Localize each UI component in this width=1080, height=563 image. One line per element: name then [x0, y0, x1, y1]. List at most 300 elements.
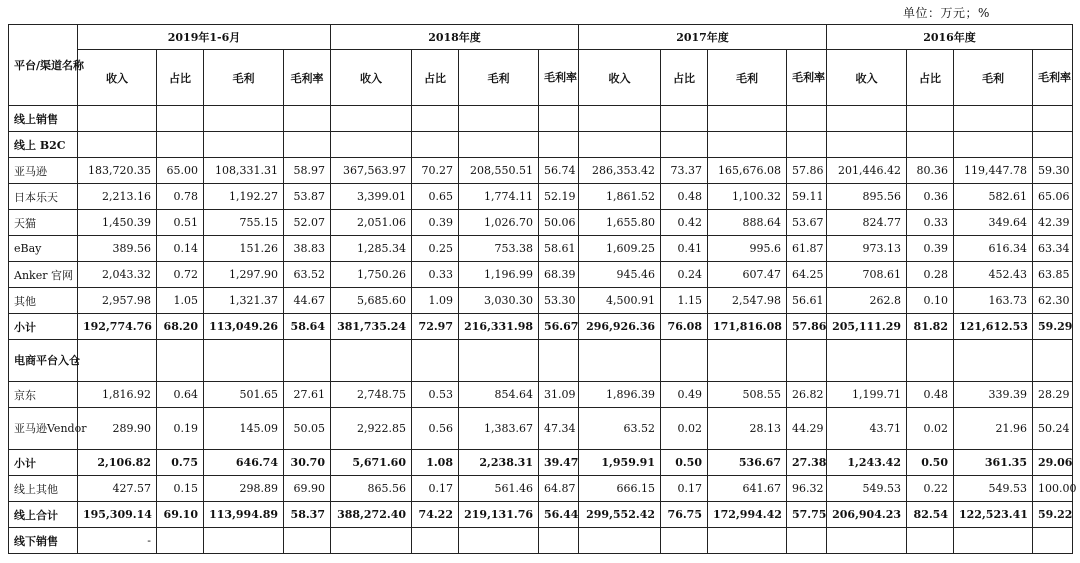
unit-note: 单位：万元；%: [903, 6, 990, 20]
value-cell: 74.22: [412, 502, 459, 528]
value-cell: [539, 340, 579, 382]
value-cell: 2,043.32: [78, 262, 157, 288]
value-cell: 1,285.34: [331, 236, 412, 262]
value-cell: 29.06: [1033, 450, 1073, 476]
value-cell: 0.48: [661, 184, 708, 210]
value-cell: 666.15: [579, 476, 661, 502]
value-cell: 64.87: [539, 476, 579, 502]
value-cell: 1,199.71: [827, 382, 907, 408]
value-cell: 171,816.08: [708, 314, 787, 340]
value-cell: 895.56: [827, 184, 907, 210]
value-cell: 1.05: [157, 288, 204, 314]
col-gross-profit: 毛利: [204, 50, 284, 106]
value-cell: 501.65: [204, 382, 284, 408]
value-cell: 0.53: [412, 382, 459, 408]
value-cell: -: [78, 528, 157, 554]
value-cell: [954, 528, 1033, 554]
section-row: [9, 132, 1073, 158]
value-cell: 427.57: [78, 476, 157, 502]
value-cell: 192,774.76: [78, 314, 157, 340]
value-cell: 163.73: [954, 288, 1033, 314]
value-cell: 73.37: [661, 158, 708, 184]
channel-name: 日本乐天: [9, 184, 78, 210]
value-cell: 0.15: [157, 476, 204, 502]
value-cell: [331, 340, 412, 382]
value-cell: [1033, 528, 1073, 554]
value-cell: [954, 106, 1033, 132]
value-cell: [157, 132, 204, 158]
value-cell: [708, 132, 787, 158]
value-cell: [708, 528, 787, 554]
value-cell: 1.08: [412, 450, 459, 476]
value-cell: 72.97: [412, 314, 459, 340]
subtotal-row: [9, 450, 1073, 476]
value-cell: 5,685.60: [331, 288, 412, 314]
value-cell: 0.78: [157, 184, 204, 210]
value-cell: 452.43: [954, 262, 1033, 288]
channel-name: 电商平台入仓: [9, 340, 78, 382]
value-cell: 59.30: [1033, 158, 1073, 184]
col-share: 占比: [412, 50, 459, 106]
value-cell: 27.61: [284, 382, 331, 408]
value-cell: 708.61: [827, 262, 907, 288]
value-cell: [579, 340, 661, 382]
col-revenue: 收入: [579, 50, 661, 106]
value-cell: [204, 106, 284, 132]
channel-name: 线下销售: [9, 528, 78, 554]
value-cell: 63.34: [1033, 236, 1073, 262]
value-cell: 2,213.16: [78, 184, 157, 210]
channel-name: 线上销售: [9, 106, 78, 132]
value-cell: [459, 132, 539, 158]
value-cell: 183,720.35: [78, 158, 157, 184]
value-cell: 753.38: [459, 236, 539, 262]
value-cell: 0.33: [907, 210, 954, 236]
value-cell: 1.09: [412, 288, 459, 314]
value-cell: 68.20: [157, 314, 204, 340]
value-cell: 0.02: [907, 408, 954, 450]
value-cell: 28.13: [708, 408, 787, 450]
value-cell: 1,100.32: [708, 184, 787, 210]
value-cell: 0.64: [157, 382, 204, 408]
period-header: 2018年度: [331, 25, 579, 50]
value-cell: 0.25: [412, 236, 459, 262]
value-cell: 59.22: [1033, 502, 1073, 528]
value-cell: 61.87: [787, 236, 827, 262]
value-cell: 0.19: [157, 408, 204, 450]
value-cell: [954, 132, 1033, 158]
value-cell: 0.56: [412, 408, 459, 450]
value-cell: 755.15: [204, 210, 284, 236]
value-cell: [787, 340, 827, 382]
value-cell: 0.17: [661, 476, 708, 502]
value-cell: 3,030.30: [459, 288, 539, 314]
value-cell: 1,774.11: [459, 184, 539, 210]
value-cell: 59.11: [787, 184, 827, 210]
financial-table: [8, 24, 1077, 554]
value-cell: 65.06: [1033, 184, 1073, 210]
value-cell: 1,750.26: [331, 262, 412, 288]
value-cell: [661, 528, 708, 554]
value-cell: 388,272.40: [331, 502, 412, 528]
value-cell: 113,994.89: [204, 502, 284, 528]
value-cell: 995.6: [708, 236, 787, 262]
value-cell: 339.39: [954, 382, 1033, 408]
channel-name: 亚马逊: [9, 158, 78, 184]
table-row: [9, 288, 1073, 314]
value-cell: 30.70: [284, 450, 331, 476]
value-cell: 47.34: [539, 408, 579, 450]
value-cell: 0.02: [661, 408, 708, 450]
value-cell: 165,676.08: [708, 158, 787, 184]
value-cell: [412, 132, 459, 158]
value-cell: [954, 340, 1033, 382]
section-row: [9, 340, 1073, 382]
value-cell: [661, 340, 708, 382]
value-cell: 1,959.91: [579, 450, 661, 476]
value-cell: 2,748.75: [331, 382, 412, 408]
col-gross-margin: 毛利率: [787, 50, 827, 106]
period-header: 2019年1-6月: [78, 25, 331, 50]
value-cell: [661, 106, 708, 132]
value-cell: 0.24: [661, 262, 708, 288]
value-cell: [284, 340, 331, 382]
value-cell: 1.15: [661, 288, 708, 314]
value-cell: 1,896.39: [579, 382, 661, 408]
value-cell: 508.55: [708, 382, 787, 408]
table-body: [9, 106, 1077, 554]
value-cell: 44.67: [284, 288, 331, 314]
col-share: 占比: [661, 50, 708, 106]
value-cell: 286,353.42: [579, 158, 661, 184]
col-revenue: 收入: [331, 50, 412, 106]
value-cell: 195,309.14: [78, 502, 157, 528]
value-cell: 58.37: [284, 502, 331, 528]
col-revenue: 收入: [78, 50, 157, 106]
value-cell: 38.83: [284, 236, 331, 262]
value-cell: 549.53: [954, 476, 1033, 502]
table-row: [9, 476, 1073, 502]
value-cell: 0.48: [907, 382, 954, 408]
channel-name: 亚马逊Vendor: [9, 408, 78, 450]
value-cell: 27.38: [787, 450, 827, 476]
value-cell: 865.56: [331, 476, 412, 502]
value-cell: [907, 340, 954, 382]
value-cell: [787, 106, 827, 132]
value-cell: 945.46: [579, 262, 661, 288]
value-cell: 1,609.25: [579, 236, 661, 262]
period-header: 2017年度: [579, 25, 827, 50]
channel-name: 小计: [9, 450, 78, 476]
col-share: 占比: [157, 50, 204, 106]
value-cell: 69.10: [157, 502, 204, 528]
value-cell: 0.10: [907, 288, 954, 314]
value-cell: 70.27: [412, 158, 459, 184]
value-cell: 44.29: [787, 408, 827, 450]
value-cell: 2,922.85: [331, 408, 412, 450]
value-cell: [204, 132, 284, 158]
value-cell: [412, 340, 459, 382]
value-cell: 68.39: [539, 262, 579, 288]
value-cell: 824.77: [827, 210, 907, 236]
value-cell: 1,816.92: [78, 382, 157, 408]
value-cell: 81.82: [907, 314, 954, 340]
section-row: [9, 528, 1073, 554]
value-cell: 2,051.06: [331, 210, 412, 236]
col-gross-profit: 毛利: [708, 50, 787, 106]
value-cell: 2,957.98: [78, 288, 157, 314]
col-gross-profit: 毛利: [954, 50, 1033, 106]
value-cell: 299,552.42: [579, 502, 661, 528]
value-cell: 0.42: [661, 210, 708, 236]
value-cell: [661, 132, 708, 158]
value-cell: 219,131.76: [459, 502, 539, 528]
value-cell: 80.36: [907, 158, 954, 184]
col-revenue: 收入: [827, 50, 907, 106]
value-cell: 58.97: [284, 158, 331, 184]
channel-name: Anker 官网: [9, 262, 78, 288]
value-cell: 561.46: [459, 476, 539, 502]
value-cell: [331, 106, 412, 132]
value-cell: 121,612.53: [954, 314, 1033, 340]
value-cell: 108,331.31: [204, 158, 284, 184]
value-cell: [907, 528, 954, 554]
value-cell: 262.8: [827, 288, 907, 314]
value-cell: [412, 106, 459, 132]
value-cell: 1,196.99: [459, 262, 539, 288]
value-cell: 389.56: [78, 236, 157, 262]
value-cell: 205,111.29: [827, 314, 907, 340]
value-cell: 57.86: [787, 158, 827, 184]
value-cell: [78, 106, 157, 132]
value-cell: 57.75: [787, 502, 827, 528]
value-cell: [539, 106, 579, 132]
value-cell: 0.36: [907, 184, 954, 210]
value-cell: 854.64: [459, 382, 539, 408]
value-cell: [579, 132, 661, 158]
value-cell: [907, 132, 954, 158]
value-cell: 607.47: [708, 262, 787, 288]
value-cell: [157, 106, 204, 132]
value-cell: [284, 528, 331, 554]
value-cell: 2,238.31: [459, 450, 539, 476]
column-header-row: [9, 50, 1073, 106]
subtotal-row: [9, 314, 1073, 340]
value-cell: [459, 528, 539, 554]
value-cell: 122,523.41: [954, 502, 1033, 528]
col-share: 占比: [907, 50, 954, 106]
value-cell: 201,446.42: [827, 158, 907, 184]
value-cell: 0.65: [412, 184, 459, 210]
channel-name: 线上合计: [9, 502, 78, 528]
value-cell: 53.67: [787, 210, 827, 236]
value-cell: [787, 528, 827, 554]
value-cell: 0.33: [412, 262, 459, 288]
value-cell: 59.29: [1033, 314, 1073, 340]
value-cell: 888.64: [708, 210, 787, 236]
value-cell: 381,735.24: [331, 314, 412, 340]
value-cell: 172,994.42: [708, 502, 787, 528]
value-cell: 43.71: [827, 408, 907, 450]
value-cell: [78, 340, 157, 382]
value-cell: 0.39: [412, 210, 459, 236]
value-cell: 641.67: [708, 476, 787, 502]
channel-name: 京东: [9, 382, 78, 408]
value-cell: 973.13: [827, 236, 907, 262]
table-row: [9, 382, 1073, 408]
value-cell: [907, 106, 954, 132]
value-cell: 56.74: [539, 158, 579, 184]
value-cell: 367,563.97: [331, 158, 412, 184]
value-cell: 0.51: [157, 210, 204, 236]
value-cell: 3,399.01: [331, 184, 412, 210]
value-cell: 1,383.67: [459, 408, 539, 450]
value-cell: 0.28: [907, 262, 954, 288]
value-cell: [157, 528, 204, 554]
value-cell: [539, 132, 579, 158]
value-cell: 0.50: [661, 450, 708, 476]
value-cell: 349.64: [954, 210, 1033, 236]
value-cell: 39.47: [539, 450, 579, 476]
table-row: [9, 262, 1073, 288]
value-cell: 549.53: [827, 476, 907, 502]
value-cell: 0.75: [157, 450, 204, 476]
value-cell: 28.29: [1033, 382, 1073, 408]
value-cell: 119,447.78: [954, 158, 1033, 184]
value-cell: 616.34: [954, 236, 1033, 262]
value-cell: 0.22: [907, 476, 954, 502]
value-cell: [579, 528, 661, 554]
value-cell: 0.72: [157, 262, 204, 288]
value-cell: 216,331.98: [459, 314, 539, 340]
value-cell: 0.49: [661, 382, 708, 408]
table-row: [9, 210, 1073, 236]
value-cell: [157, 340, 204, 382]
subtotal-row: [9, 502, 1073, 528]
table-row: [9, 236, 1073, 262]
channel-name: 天猫: [9, 210, 78, 236]
value-cell: 56.44: [539, 502, 579, 528]
value-cell: 50.06: [539, 210, 579, 236]
value-cell: [204, 340, 284, 382]
value-cell: [459, 340, 539, 382]
value-cell: 82.54: [907, 502, 954, 528]
value-cell: 536.67: [708, 450, 787, 476]
value-cell: 5,671.60: [331, 450, 412, 476]
col-gross-profit: 毛利: [459, 50, 539, 106]
value-cell: 42.39: [1033, 210, 1073, 236]
value-cell: 0.14: [157, 236, 204, 262]
value-cell: [787, 132, 827, 158]
value-cell: 57.86: [787, 314, 827, 340]
value-cell: 53.87: [284, 184, 331, 210]
value-cell: [1033, 132, 1073, 158]
value-cell: 1,321.37: [204, 288, 284, 314]
channel-name: 小计: [9, 314, 78, 340]
value-cell: 65.00: [157, 158, 204, 184]
value-cell: [708, 106, 787, 132]
value-cell: 4,500.91: [579, 288, 661, 314]
value-cell: 145.09: [204, 408, 284, 450]
value-cell: [827, 340, 907, 382]
value-cell: 52.19: [539, 184, 579, 210]
value-cell: [1033, 340, 1073, 382]
channel-name: eBay: [9, 236, 78, 262]
value-cell: 298.89: [204, 476, 284, 502]
value-cell: 1,655.80: [579, 210, 661, 236]
value-cell: 0.39: [907, 236, 954, 262]
value-cell: 2,547.98: [708, 288, 787, 314]
value-cell: 0.41: [661, 236, 708, 262]
value-cell: [708, 340, 787, 382]
value-cell: 31.09: [539, 382, 579, 408]
col-gross-margin: 毛利率: [284, 50, 331, 106]
value-cell: 62.30: [1033, 288, 1073, 314]
value-cell: [284, 132, 331, 158]
value-cell: [412, 528, 459, 554]
value-cell: 58.61: [539, 236, 579, 262]
period-header-row: [9, 25, 1073, 50]
value-cell: 76.75: [661, 502, 708, 528]
value-cell: [459, 106, 539, 132]
value-cell: 96.32: [787, 476, 827, 502]
period-header: 2016年度: [827, 25, 1073, 50]
value-cell: 1,450.39: [78, 210, 157, 236]
col-gross-margin: 毛利率: [1033, 50, 1073, 106]
value-cell: 1,243.42: [827, 450, 907, 476]
value-cell: 1,861.52: [579, 184, 661, 210]
value-cell: 296,926.36: [579, 314, 661, 340]
value-cell: [539, 528, 579, 554]
table-row: [9, 184, 1073, 210]
value-cell: 56.61: [787, 288, 827, 314]
table-row: [9, 408, 1073, 450]
row-header: 平台/渠道名称: [9, 25, 78, 106]
value-cell: 1,026.70: [459, 210, 539, 236]
value-cell: 63.85: [1033, 262, 1073, 288]
col-gross-margin: 毛利率: [539, 50, 579, 106]
value-cell: 113,049.26: [204, 314, 284, 340]
value-cell: 52.07: [284, 210, 331, 236]
section-row: [9, 106, 1073, 132]
value-cell: 646.74: [204, 450, 284, 476]
value-cell: 0.17: [412, 476, 459, 502]
value-cell: 2,106.82: [78, 450, 157, 476]
value-cell: [331, 132, 412, 158]
value-cell: [331, 528, 412, 554]
value-cell: 206,904.23: [827, 502, 907, 528]
value-cell: 56.67: [539, 314, 579, 340]
value-cell: 50.05: [284, 408, 331, 450]
value-cell: 76.08: [661, 314, 708, 340]
value-cell: [827, 528, 907, 554]
value-cell: 208,550.51: [459, 158, 539, 184]
value-cell: 63.52: [579, 408, 661, 450]
value-cell: [827, 106, 907, 132]
value-cell: 53.30: [539, 288, 579, 314]
value-cell: 289.90: [78, 408, 157, 450]
table-row: [9, 158, 1073, 184]
value-cell: [204, 528, 284, 554]
value-cell: 21.96: [954, 408, 1033, 450]
value-cell: [827, 132, 907, 158]
value-cell: [78, 132, 157, 158]
value-cell: 100.00: [1033, 476, 1073, 502]
value-cell: 64.25: [787, 262, 827, 288]
value-cell: 26.82: [787, 382, 827, 408]
value-cell: [284, 106, 331, 132]
value-cell: 0.50: [907, 450, 954, 476]
